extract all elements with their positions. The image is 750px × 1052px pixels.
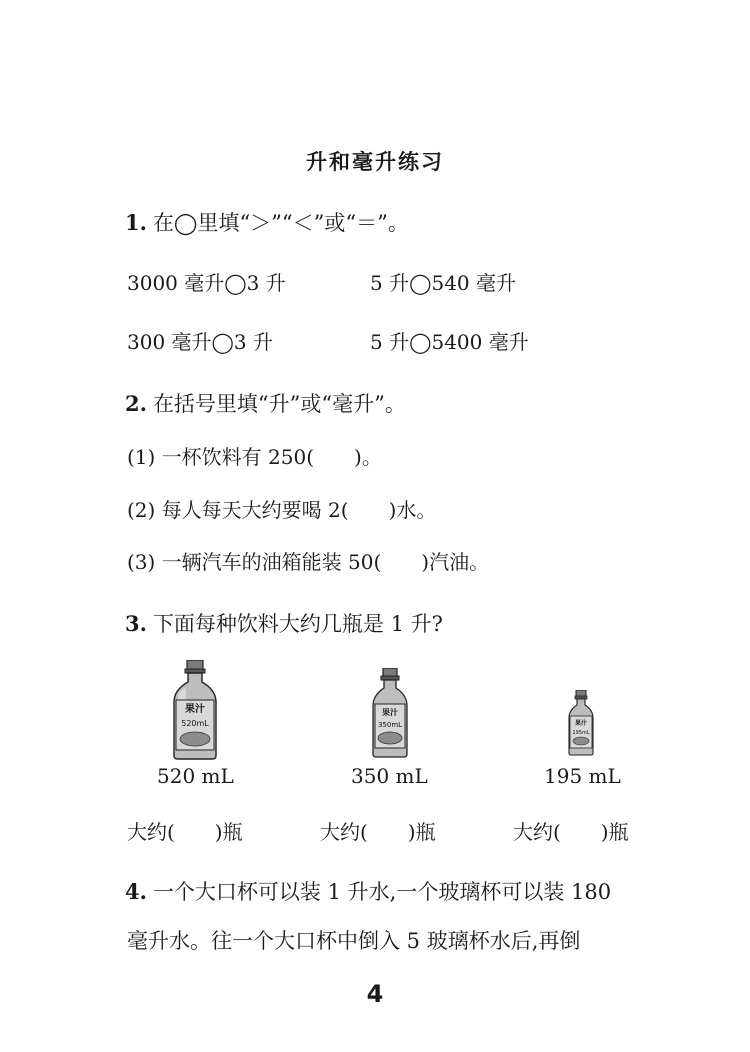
bottle-caption: 195 mL <box>544 764 621 788</box>
bottle-label: 果汁 <box>185 704 205 715</box>
bottle-answer-blank: 大约( )瓶 <box>320 820 436 844</box>
juice-bottle-520-icon <box>170 660 220 760</box>
fill-blank-item: (3) 一辆汽车的油箱能装 50( )汽油。 <box>127 550 490 574</box>
comparison-item: 5 升◯5400 毫升 <box>370 330 529 354</box>
bottle-answer-blank: 大约( )瓶 <box>513 820 629 844</box>
question-3 <box>125 608 443 638</box>
question-text: 在◯里填“＞”“＜”或“＝”。 <box>152 211 409 235</box>
question-1 <box>125 207 409 237</box>
bottle-volume-label: 195mL <box>572 730 590 736</box>
bottle-label: 果汁 <box>574 720 588 727</box>
page-number: 4 <box>366 980 384 1008</box>
comparison-item: 3000 毫升◯3 升 <box>127 271 286 295</box>
question-4-continued: 毫升水。往一个大口杯中倒入 5 玻璃杯水后,再倒 <box>127 929 581 953</box>
question-2 <box>125 388 406 418</box>
question-number: 3. <box>125 611 147 636</box>
fill-blank-item: (1) 一杯饮料有 250( )。 <box>127 445 382 469</box>
fill-blank-item: (2) 每人每天大约要喝 2( )水。 <box>127 498 437 522</box>
bottle-volume-label: 350mL <box>377 721 403 729</box>
question-number: 2. <box>125 391 147 416</box>
comparison-item: 300 毫升◯3 升 <box>127 330 273 354</box>
bottle-caption: 350 mL <box>351 764 428 788</box>
question-text: 下面每种饮料大约几瓶是 1 升? <box>152 612 443 636</box>
bottle-answer-blank: 大约( )瓶 <box>127 820 243 844</box>
question-text: 一个大口杯可以装 1 升水,一个玻璃杯可以装 180 <box>152 880 612 904</box>
question-4 <box>125 876 611 906</box>
juice-bottle-350-icon <box>370 668 410 758</box>
comparison-item: 5 升◯540 毫升 <box>370 271 516 295</box>
bottle-volume-label: 520mL <box>181 719 209 728</box>
juice-bottle-195-icon <box>567 690 595 756</box>
page-title: 升和毫升练习 <box>306 150 444 174</box>
question-number: 4. <box>125 879 147 904</box>
bottle-label: 果汁 <box>382 708 398 717</box>
question-text: 在括号里填“升”或“毫升”。 <box>152 392 406 416</box>
bottle-caption: 520 mL <box>157 764 234 788</box>
question-number: 1. <box>125 210 147 235</box>
